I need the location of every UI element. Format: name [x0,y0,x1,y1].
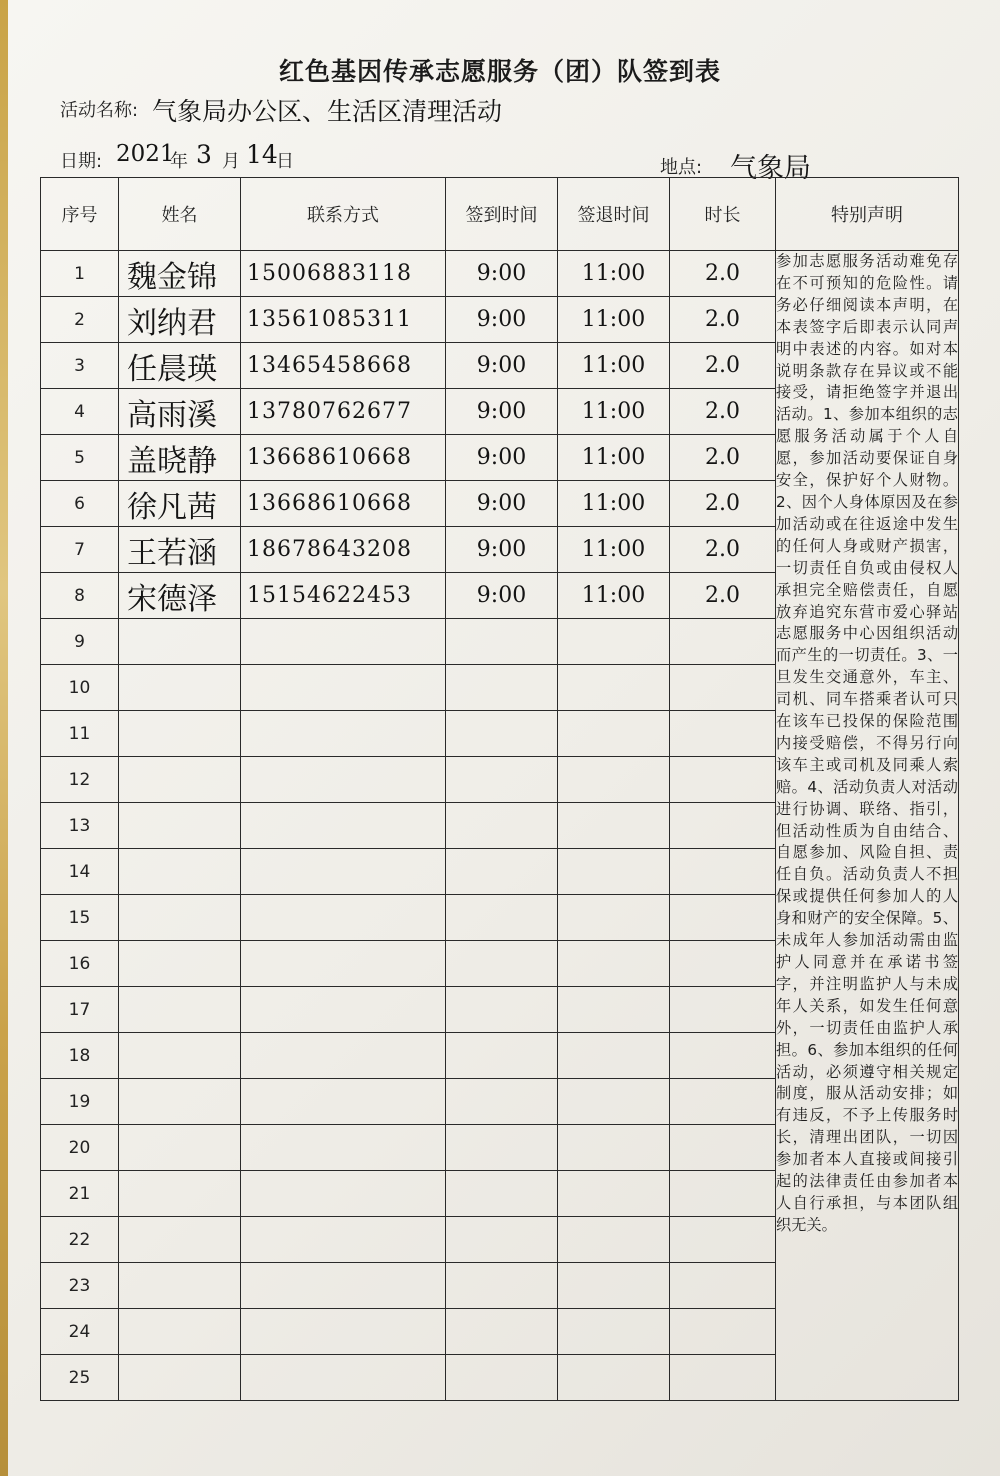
form-title: 红色基因传承志愿服务（团）队签到表 [278,57,721,86]
row-number: 1 [41,251,119,297]
signout-time-cell [558,987,670,1033]
duration-cell: 2.0 [670,389,776,435]
signin-time-cell [446,1263,558,1309]
phone-cell [241,1217,446,1263]
name-cell [119,895,241,941]
duration-cell [670,941,776,987]
signout-time-cell [558,849,670,895]
signout-time-cell: 11:00 [558,435,670,481]
name-cell: 刘纳君 [119,297,241,343]
name-cell [119,849,241,895]
name-cell [119,1355,241,1401]
name-cell [119,1171,241,1217]
duration-cell: 2.0 [670,435,776,481]
signin-time-cell [446,1217,558,1263]
phone-cell [241,1309,446,1355]
location-label: 地点: [660,157,703,178]
phone-cell: 15154622453 [241,573,446,619]
name-cell: 任晨瑛 [119,343,241,389]
phone-cell [241,1171,446,1217]
signin-time-cell [446,711,558,757]
name-cell [119,1033,241,1079]
phone-cell [241,895,446,941]
signin-time-cell [446,1309,558,1355]
date-month: 3 [196,140,212,169]
signin-time-cell: 9:00 [446,389,558,435]
name-cell [119,1125,241,1171]
row-number: 20 [41,1125,119,1171]
phone-cell: 13668610668 [241,481,446,527]
signout-time-cell [558,1079,670,1125]
signout-time-cell [558,1263,670,1309]
phone-cell: 13780762677 [241,389,446,435]
signout-time-cell [558,757,670,803]
signout-time-cell: 11:00 [558,573,670,619]
signin-time-cell: 9:00 [446,435,558,481]
row-number: 17 [41,987,119,1033]
phone-cell: 18678643208 [241,527,446,573]
duration-cell [670,757,776,803]
name-cell: 盖晓静 [119,435,241,481]
header-seq: 序号 [41,178,119,251]
signin-time-cell [446,1355,558,1401]
name-cell [119,1079,241,1125]
table-header-row [41,178,959,251]
row-number: 15 [41,895,119,941]
duration-cell: 2.0 [670,527,776,573]
signin-table [40,177,959,1401]
signin-time-cell: 9:00 [446,527,558,573]
duration-cell [670,1217,776,1263]
signout-time-cell [558,1125,670,1171]
phone-cell [241,711,446,757]
signin-time-cell: 9:00 [446,573,558,619]
date-label: 日期: [60,151,103,172]
location-value: 气象局 [730,153,811,184]
name-cell [119,1263,241,1309]
signout-time-cell [558,1033,670,1079]
name-cell [119,1217,241,1263]
date-year-unit: 年 [170,151,188,172]
activity-label: 活动名称: [60,100,139,121]
signout-time-cell [558,941,670,987]
row-number: 5 [41,435,119,481]
signout-time-cell: 11:00 [558,343,670,389]
row-number: 2 [41,297,119,343]
signin-time-cell: 9:00 [446,343,558,389]
row-number: 11 [41,711,119,757]
signout-time-cell [558,1217,670,1263]
row-number: 14 [41,849,119,895]
duration-cell [670,1355,776,1401]
duration-cell [670,895,776,941]
duration-cell [670,1263,776,1309]
row-number: 4 [41,389,119,435]
row-number: 13 [41,803,119,849]
signin-time-cell [446,895,558,941]
name-cell [119,1309,241,1355]
phone-cell [241,987,446,1033]
name-cell: 高雨溪 [119,389,241,435]
duration-cell: 2.0 [670,481,776,527]
header-duration: 时长 [670,178,776,251]
signout-time-cell: 11:00 [558,251,670,297]
duration-cell [670,711,776,757]
name-cell [119,803,241,849]
phone-cell [241,803,446,849]
phone-cell [241,1355,446,1401]
signout-time-cell: 11:00 [558,297,670,343]
date-day: 14 [246,140,278,169]
binder-edge [0,0,8,1476]
signin-time-cell [446,1079,558,1125]
phone-cell [241,1125,446,1171]
duration-cell: 2.0 [670,343,776,389]
row-number: 16 [41,941,119,987]
signin-time-cell [446,1125,558,1171]
signin-time-cell [446,987,558,1033]
signin-time-cell: 9:00 [446,297,558,343]
signout-time-cell [558,619,670,665]
name-cell: 宋德泽 [119,573,241,619]
activity-name-handwritten: 气象局办公区、生活区清理活动 [152,97,503,126]
date-year: 2021 [116,141,175,167]
signout-time-cell [558,1355,670,1401]
name-cell [119,987,241,1033]
name-cell [119,665,241,711]
row-number: 8 [41,573,119,619]
duration-cell: 2.0 [670,297,776,343]
signout-time-cell [558,895,670,941]
row-number: 10 [41,665,119,711]
duration-cell: 2.0 [670,251,776,297]
duration-cell [670,1171,776,1217]
signin-time-cell: 9:00 [446,251,558,297]
name-cell [119,619,241,665]
row-number: 3 [41,343,119,389]
row-number: 24 [41,1309,119,1355]
row-number: 12 [41,757,119,803]
signin-time-cell: 9:00 [446,481,558,527]
signout-time-cell [558,803,670,849]
name-cell [119,941,241,987]
phone-cell [241,1033,446,1079]
signin-time-cell [446,665,558,711]
signout-time-cell: 11:00 [558,481,670,527]
signout-time-cell [558,711,670,757]
date-month-unit: 月 [222,151,240,172]
phone-cell [241,619,446,665]
row-number: 7 [41,527,119,573]
duration-cell [670,987,776,1033]
duration-cell [670,1033,776,1079]
duration-cell [670,665,776,711]
signout-time-cell: 11:00 [558,527,670,573]
duration-cell [670,849,776,895]
name-cell: 徐凡茜 [119,481,241,527]
signout-time-cell: 11:00 [558,389,670,435]
phone-cell: 13465458668 [241,343,446,389]
signout-time-cell [558,665,670,711]
name-cell: 王若涵 [119,527,241,573]
name-cell: 魏金锦 [119,251,241,297]
signin-time-cell [446,1033,558,1079]
row-number: 18 [41,1033,119,1079]
duration-cell [670,619,776,665]
signin-time-cell [446,849,558,895]
signout-time-cell [558,1171,670,1217]
row-number: 23 [41,1263,119,1309]
header-signout-time: 签退时间 [558,178,670,251]
phone-cell [241,849,446,895]
duration-cell [670,1309,776,1355]
duration-cell [670,803,776,849]
header-signin-time: 签到时间 [446,178,558,251]
row-number: 19 [41,1079,119,1125]
phone-cell: 13668610668 [241,435,446,481]
phone-cell [241,941,446,987]
row-number: 6 [41,481,119,527]
phone-cell: 13561085311 [241,297,446,343]
duration-cell [670,1125,776,1171]
row-number: 9 [41,619,119,665]
phone-cell [241,757,446,803]
phone-cell: 15006883118 [241,251,446,297]
header-contact: 联系方式 [241,178,446,251]
name-cell [119,711,241,757]
special-notice-text: 参加志愿服务活动难免存在不可预知的危险性。请务必仔细阅读本声明，在本表签字后即表示认同声明中表述的内容。如对本说明条款存在异议或不能接受，请拒绝签字并退出活动。1、参加本组织的志愿服务活动属于个人自愿，参加活动要保证自身安全，保护好个人财物。2、因个人身体原因及在参加活动或在往返途中发生的任何人身或财产损害，一切责任自负或由侵权人承担完全赔偿责任，自愿放弃追究东营市爱心驿站志愿服务中心因组织活动而产生的一切责任。3、一旦发生交通意外，车主、司机、同车搭乘者认可只在该车已投保的保险范围内接受赔偿，不得另行向该车主或司机及同乘人索赔。4、活动负责人对活动进行协调、联络、指引，但活动性质为自由结合、自愿参加、风险自担、责任自负。活动负责人不担保或提供任何参加人的人身和财产的安全保障。5、未成年人参加活动需由监护人同意并在承诺书签字，并注明监护人与未成年人关系，如发生任何意外，一切责任由监护人承担。6、参加本组织的任何活动，必须遵守相关规定制度，服从活动安排；如有违反，不予上传服务时长，清理出团队，一切因参加者本人直接或间接引起的法律责任由参加者本人自行承担，与本团队组织无关。 [776,251,959,1401]
signin-time-cell [446,803,558,849]
row-number: 21 [41,1171,119,1217]
table-row [41,251,959,297]
phone-cell [241,665,446,711]
header-name: 姓名 [119,178,241,251]
row-number: 22 [41,1217,119,1263]
signin-time-cell [446,619,558,665]
duration-cell [670,1079,776,1125]
header-notice: 特别声明 [776,178,959,251]
row-number: 25 [41,1355,119,1401]
signout-time-cell [558,1309,670,1355]
name-cell [119,757,241,803]
date-day-unit: 日 [276,151,294,172]
signin-time-cell [446,941,558,987]
signin-time-cell [446,757,558,803]
phone-cell [241,1263,446,1309]
phone-cell [241,1079,446,1125]
duration-cell: 2.0 [670,573,776,619]
signin-time-cell [446,1171,558,1217]
